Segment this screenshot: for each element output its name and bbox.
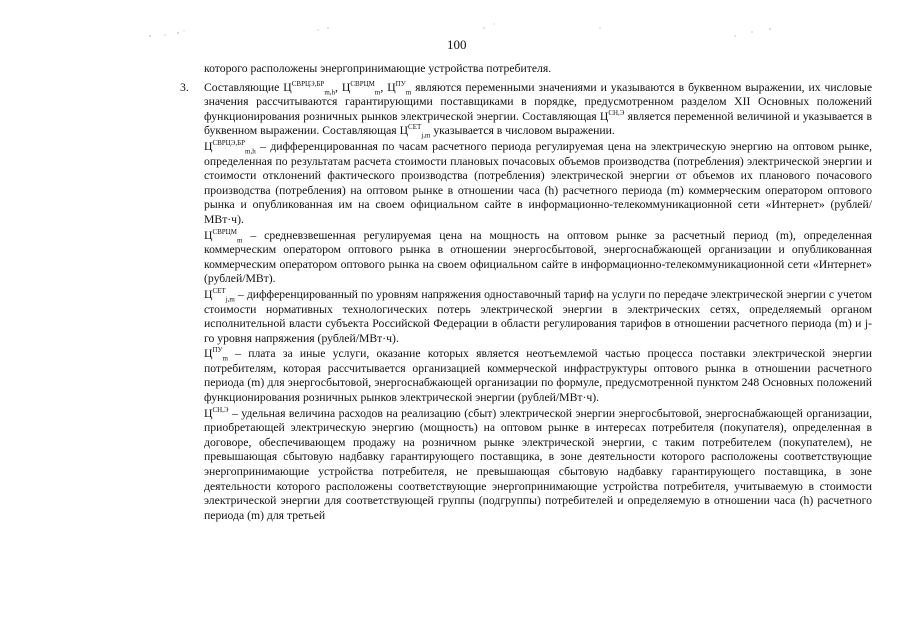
item-text-4: указывается в числовом выражении. (433, 124, 615, 138)
definition-symbol: $Ц^{СВРЦЭ,БР}_{m,h}$ (204, 139, 256, 156)
definition-sales-cost (204, 407, 872, 524)
definition-symbol: $Ц^{СН,Э}$ (204, 405, 229, 420)
definition-symbol: $Ц^{СВРЦМ}_m$ (204, 227, 243, 244)
definition-text: – плата за иные услуги, оказание которых является неотъемлемой частью процесса поставки электрической энергии потребителям, которая рассчитывается организацией коммерческой инфраструктуры оптового рынка в отношении расчетного периода (m) для энергосбытовой, энергоснабжающей организации по формуле, предусмотренной пунктом 248 Основных положений функционирования розничных рынков электрической энергии (рублей/МВт·ч). (204, 347, 872, 405)
definition-network-tariff (204, 288, 872, 346)
list-item-number: 3. (180, 80, 189, 94)
item-text-1: Составляющие (204, 80, 280, 94)
definition-price-capacity (204, 229, 872, 287)
definition-symbol: $Ц^{СЕТ}_{j,m}$ (204, 287, 235, 304)
document-body (180, 62, 873, 523)
definition-price-energy (204, 140, 872, 228)
definition-text: – средневзвешенная регулируемая цена на мощность на оптовом рынке за расчетный период (m), определенная коммерческим оператором оптового рынка в отношении энергосбытовой, энергоснабжающей организации и опубликованная коммерческим оператором оптового рынка на своем официальном сайте в информационно-телекоммуникационной сети «Интернет» (рублей/МВт). (204, 228, 872, 286)
definition-price-services (204, 347, 872, 405)
symbol-sales-cost: $Ц^{СН,Э}$ (599, 108, 625, 123)
list-item-text: Составляющие $Ц^{СВРЦЭ,БР}_{m,h}$, $Ц^{СВРЦМ}_m$, $Ц^{ПУ}_m$ являются переменными значениями и указываются в буквенном выражении, их числовые значения рассчитываются гарантирующими поставщиками в порядке, предусмотренном разделом XII Основных положений функционирования розничных рынков электрической энергии. Составляющая $Ц^{СН,Э}$ является переменной величиной и указывается в буквенном выражении. Составляющая $Ц^{СЕТ}_{j,m}$ указывается в числовом выражении. (204, 79, 873, 140)
symbol-price-capacity: $Ц^{СВРЦМ}_m$ (341, 79, 381, 96)
page-number: 100 (447, 37, 467, 52)
symbol-price-energy: $Ц^{СВРЦЭ,БР}_{m,h}$ (283, 79, 336, 96)
definition-symbol: $Ц^{ПУ}_m$ (204, 346, 228, 363)
symbol-network-tariff: $Ц^{СЕТ}_{j,m}$ (399, 123, 431, 140)
definition-text: – дифференцированная по часам расчетного периода регулируемая цена на электрическую энергию на оптовом рынке, определенная по результатам расчета стоимости плановых почасовых объемов производства (потребления) электрической энергии и стоимости отклонений фактического производства (потребления) электрической энергии от объемов их планового почасового производства (потребления) на оптовом рынке в отношении часа (h) расчетного периода (m) коммерческим оператором оптового рынка и опубликованная им на своем официальном сайте в информационно-телекоммуникационной сети «Интернет» (рублей/МВт·ч). (204, 139, 873, 226)
definition-text: – удельная величина расходов на реализацию (сбыт) электрической энергии энергосбытовой, энергоснабжающей организации, приобретающей электрическую энергию (мощность) на оптовом рынке в интересах потребителя (покупателя), определенная в договоре, обеспечивающем продажу на розничном рынке электрической энергии, с таким потребителем (покупателем), не превышающая сбытовую надбавку гарантирующего поставщика, в зоне деятельности которого расположены соответствующие энергопринимающие устройства потребителя, не превышающая сбытовую надбавку гарантирующего поставщика, в зоне деятельности которого расположены соответствующие энергопринимающие устройства потребителя, учитываемую в стоимости электрической энергии для соответствующей группы (подгруппы) потребителей и определяемую в отношении часа (h) расчетного периода (m) для третьей (204, 406, 872, 522)
item-text-3: является переменной величиной и указывается в буквенном выражении. Составляющая (204, 109, 872, 138)
item-text-2: являются переменными значениями и указываются в буквенном выражении, их числовые значения рассчитываются гарантирующими поставщиками в порядке, предусмотренном разделом XII Основных положений функционирования розничных рынков электрической энергии. Составляющая (204, 80, 873, 123)
definition-text: – дифференцированный по уровням напряжения одноставочный тариф на услуги по передаче электрической энергии с учетом стоимости нормативных технологических потерь электрической энергии в электрических сетях, определяемый органом исполнительной власти субъекта Российской Федерации в области регулирования тарифов в отношении расчетного периода (m) и j-го уровня напряжения (рублей/МВт·ч). (204, 287, 872, 345)
symbol-price-services: $Ц^{ПУ}_m$ (387, 79, 412, 96)
lead-line: которого расположены энергопринимающие устройства потребителя. (204, 62, 552, 75)
list-item-3 (180, 79, 873, 140)
